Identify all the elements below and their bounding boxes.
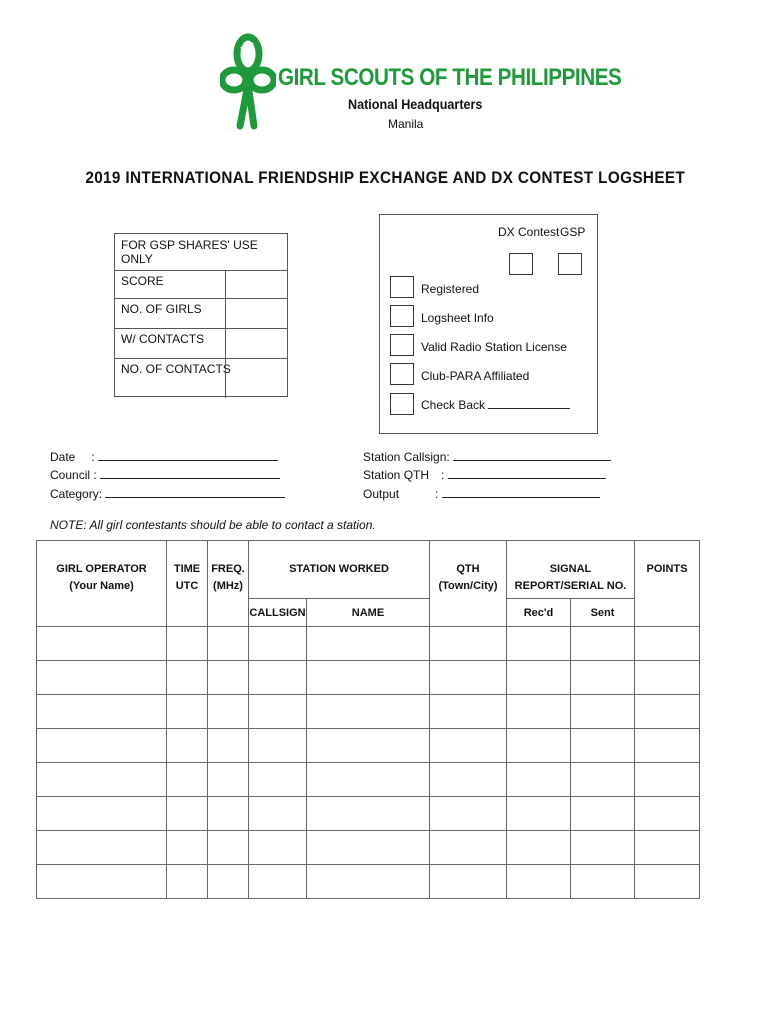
logsheet-info-label: Logsheet Info <box>421 311 494 325</box>
date-field[interactable] <box>98 450 278 461</box>
logsheet-info-checkbox[interactable] <box>390 305 414 327</box>
header-points: POINTS <box>635 541 700 627</box>
table-row <box>37 865 700 899</box>
check-back-line[interactable] <box>488 398 570 409</box>
org-subtitle: National Headquarters <box>348 96 483 112</box>
header-station-worked: STATION WORKED <box>249 541 430 599</box>
check-back-checkbox[interactable] <box>390 393 414 415</box>
checklist-box <box>379 214 598 434</box>
qth-row: Station QTH : <box>363 468 606 482</box>
score-field[interactable] <box>225 271 290 298</box>
subheader-sent: Sent <box>571 599 635 627</box>
radio-license-checkbox[interactable] <box>390 334 414 356</box>
gsp-checkbox[interactable] <box>558 253 582 275</box>
org-city: Manila <box>388 117 424 131</box>
table-row <box>37 627 700 661</box>
gsp-box-heading: FOR GSP SHARES' USE ONLY <box>115 234 287 271</box>
header-signal-report: SIGNAL REPORT/SERIAL NO. <box>507 541 635 599</box>
contacts-field[interactable] <box>225 359 290 398</box>
header-freq: FREQ. (MHz) <box>208 541 249 627</box>
gsp-row-girls: NO. OF GIRLS <box>115 299 287 329</box>
with-contacts-field[interactable] <box>225 329 290 358</box>
header-qth: QTH (Town/City) <box>430 541 507 627</box>
table-row <box>37 763 700 797</box>
subheader-name: NAME <box>307 599 430 627</box>
document-title: 2019 INTERNATIONAL FRIENDSHIP EXCHANGE AND DX CONTEST LOGSHEET <box>85 168 685 187</box>
qth-field[interactable] <box>448 468 606 479</box>
callsign-field[interactable] <box>453 450 611 461</box>
gsp-label: GSP <box>560 225 586 239</box>
org-name: GIRL SCOUTS OF THE PHILIPPINES <box>278 64 622 91</box>
log-table <box>36 540 700 899</box>
gsp-row-score: SCORE <box>115 271 287 299</box>
callsign-row: Station Callsign: <box>363 450 611 464</box>
gsp-use-only-box <box>114 233 288 397</box>
header-time: TIME UTC <box>167 541 208 627</box>
table-row <box>37 729 700 763</box>
subheader-callsign: CALLSIGN <box>249 599 307 627</box>
club-para-checkbox[interactable] <box>390 363 414 385</box>
table-row <box>37 831 700 865</box>
contest-note: NOTE: All girl contestants should be able to contact a station. <box>50 518 376 532</box>
dx-contest-checkbox[interactable] <box>509 253 533 275</box>
dx-contest-label: DX Contest <box>498 225 560 239</box>
registered-label: Registered <box>421 282 480 296</box>
table-row <box>37 695 700 729</box>
radio-license-label: Valid Radio Station License <box>421 340 567 354</box>
subheader-recd: Rec'd <box>507 599 571 627</box>
category-row: Category: <box>50 487 285 501</box>
registered-checkbox[interactable] <box>390 276 414 298</box>
category-field[interactable] <box>105 487 285 498</box>
date-row: Date : <box>50 450 278 464</box>
table-row <box>37 661 700 695</box>
council-field[interactable] <box>100 468 280 479</box>
girls-field[interactable] <box>225 299 290 328</box>
output-field[interactable] <box>442 487 600 498</box>
output-row: Output : <box>363 487 600 501</box>
club-para-label: Club-PARA Affiliated <box>421 369 530 383</box>
gsp-row-with-contacts: W/ CONTACTS <box>115 329 287 359</box>
header-girl-operator: GIRL OPERATOR (Your Name) <box>37 541 167 627</box>
gsp-row-contacts: NO. OF CONTACTS <box>115 359 287 398</box>
council-row: Council : <box>50 468 280 482</box>
trefoil-bow-icon <box>220 32 276 130</box>
check-back-label: Check Back <box>421 398 570 412</box>
table-row <box>37 797 700 831</box>
